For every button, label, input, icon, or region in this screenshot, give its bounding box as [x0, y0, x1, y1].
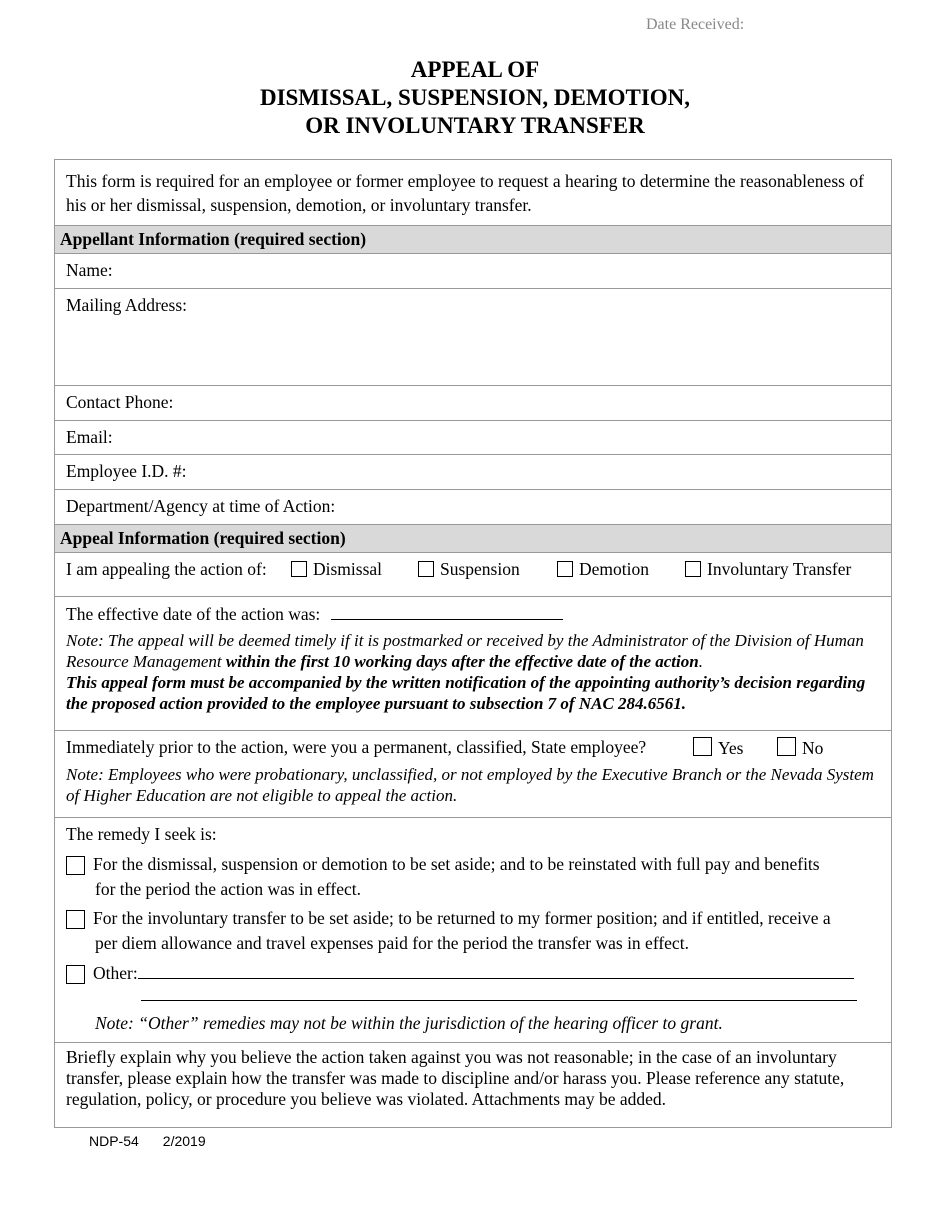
name-label: Name:: [66, 260, 113, 280]
transfer-checkbox[interactable]: [66, 910, 85, 929]
form-footer: [89, 1133, 230, 1149]
remedy-option-other[interactable]: [66, 961, 883, 986]
other-remedy-note: Note: “Other” remedies may not be within the jurisdiction of the hearing officer to grant.: [95, 1013, 723, 1033]
form-revision: 2/2019: [162, 1133, 206, 1149]
timeliness-note-italic: Note: The appeal will be deemed timely if it is postmarked or received by the Administrator of the Division of Human Resource Management: [66, 631, 864, 671]
reinstate-checkbox[interactable]: [66, 856, 85, 875]
timeliness-note: [66, 630, 885, 714]
explanation-row[interactable]: [55, 1042, 891, 1129]
appealing-action-row: [55, 552, 891, 596]
department-field[interactable]: [55, 489, 891, 524]
other-label: Other:: [93, 963, 138, 983]
employee-id-label: Employee I.D. #:: [66, 461, 187, 481]
contact-phone-field[interactable]: [55, 385, 891, 420]
reinstate-line-1: For the dismissal, suspension or demotion to be set aside; and to be reinstated with full pay and benefits: [93, 854, 820, 874]
suspension-label: Suspension: [440, 559, 520, 579]
mailing-address-field[interactable]: [55, 288, 891, 385]
dismissal-checkbox[interactable]: [291, 561, 307, 577]
contact-phone-label: Contact Phone:: [66, 392, 174, 412]
yes-checkbox[interactable]: [693, 737, 712, 756]
other-input-line-1[interactable]: [138, 962, 854, 979]
transfer-line-2: per diem allowance and travel expenses paid for the period the transfer was in effect.: [95, 933, 689, 953]
yes-label: Yes: [718, 738, 744, 758]
no-label: No: [802, 738, 824, 758]
effective-date-input[interactable]: [331, 603, 563, 620]
email-label: Email:: [66, 427, 113, 447]
date-received-label: Date Received:: [646, 16, 745, 33]
page-title: [0, 56, 950, 140]
remedy-option-transfer[interactable]: [66, 906, 883, 956]
option-demotion[interactable]: [557, 559, 649, 580]
transfer-line-1: For the involuntary transfer to be set aside; to be returned to my former position; and if entitled, receive a: [93, 908, 831, 928]
mailing-address-label: Mailing Address:: [66, 295, 188, 315]
option-suspension[interactable]: [418, 559, 520, 580]
form-number: NDP-54: [89, 1133, 139, 1149]
other-input-line-2[interactable]: [141, 1000, 857, 1001]
appealing-label: I am appealing the action of:: [66, 559, 267, 579]
involuntary-transfer-label: Involuntary Transfer: [707, 559, 852, 579]
effective-date-row: [55, 596, 891, 730]
involuntary-transfer-checkbox[interactable]: [685, 561, 701, 577]
remedy-row: [55, 817, 891, 1042]
department-label: Department/Agency at time of Action:: [66, 496, 336, 516]
timeliness-note-bold: within the first 10 working days after the effective date of the action: [225, 652, 699, 671]
appeal-section-header: Appeal Information (required section): [55, 524, 891, 552]
timeliness-note-end: .: [698, 652, 703, 671]
effective-date-label: The effective date of the action was:: [66, 604, 321, 624]
eligibility-note: Note: Employees who were probationary, unclassified, or not employed by the Executive Branch or the Nevada System of Higher Education are not eligible to appeal the action.: [66, 765, 874, 805]
email-field[interactable]: [55, 420, 891, 454]
permanent-employee-row: [55, 730, 891, 817]
remedy-option-reinstate[interactable]: [66, 852, 883, 902]
intro-text: This form is required for an employee or former employee to request a hearing to determine the reasonableness of his or her dismissal, suspension, demotion, or involuntary transfer.: [66, 171, 864, 215]
demotion-checkbox[interactable]: [557, 561, 573, 577]
appeal-form: [54, 159, 892, 1128]
title-line-1: APPEAL OF: [410, 57, 540, 82]
suspension-checkbox[interactable]: [418, 561, 434, 577]
appellant-section-header: Appellant Information (required section): [55, 225, 891, 253]
title-line-3: OR INVOLUNTARY TRANSFER: [305, 113, 645, 138]
accompany-note: This appeal form must be accompanied by the written notification of the appointing authority’s decision regarding the proposed action provided to the employee pursuant to subsection 7 of NAC 284.6561.: [66, 673, 866, 713]
employee-id-field[interactable]: [55, 454, 891, 489]
title-line-2: DISMISSAL, SUSPENSION, DEMOTION,: [259, 85, 691, 110]
reinstate-line-2: for the period the action was in effect.: [95, 879, 361, 899]
option-no[interactable]: [777, 737, 823, 759]
permanent-question: Immediately prior to the action, were you a permanent, classified, State employee?: [66, 737, 647, 757]
option-yes[interactable]: [693, 737, 743, 759]
option-dismissal[interactable]: [291, 559, 382, 580]
name-field[interactable]: [55, 253, 891, 288]
explanation-instructions: Briefly explain why you believe the action taken against you was not reasonable; in the case of an involuntary transfer, please explain how the transfer was made to discipline and/or harass you. Please reference any statute, regulation, policy, or procedure you believe was violated. Attachments may be added.: [66, 1047, 845, 1109]
remedy-label: The remedy I seek is:: [66, 824, 217, 844]
demotion-label: Demotion: [579, 559, 649, 579]
no-checkbox[interactable]: [777, 737, 796, 756]
option-involuntary-transfer[interactable]: [685, 559, 851, 580]
dismissal-label: Dismissal: [313, 559, 383, 579]
other-checkbox[interactable]: [66, 965, 85, 984]
